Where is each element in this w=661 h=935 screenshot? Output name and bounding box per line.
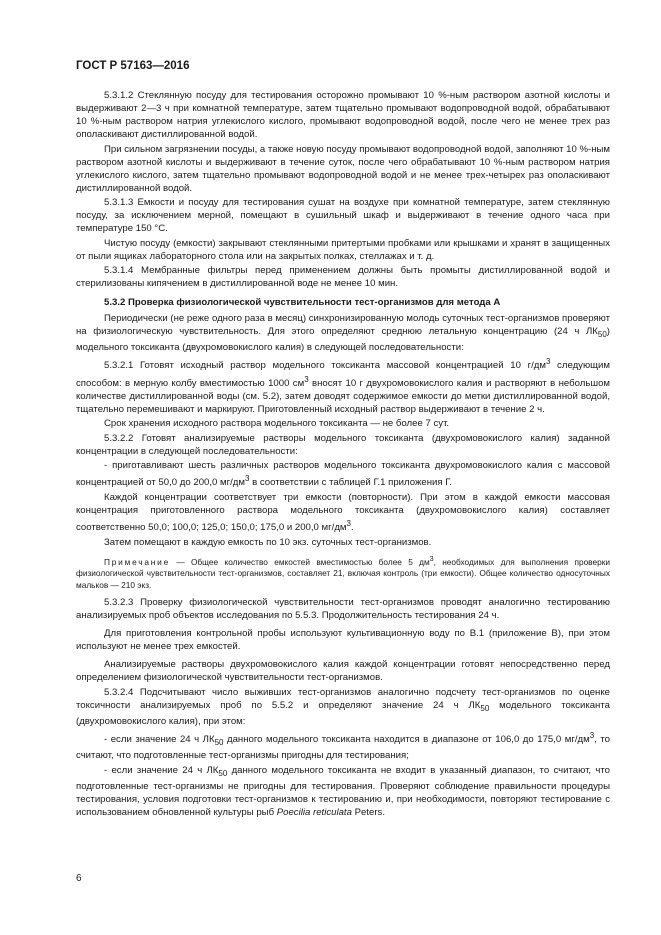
paragraph-5-3-2-4 — [76, 686, 610, 728]
text-fragment: , то считают, что подготовленные тест-организмы пригодны для тестирования; — [76, 734, 610, 762]
paragraph-storage-term: Срок хранения исходного раствора модельного токсиканта — не более 7 сут. — [104, 418, 450, 430]
paragraph-place-organisms: Затем помещают в каждую емкость по 10 экз. суточных тест-организмов. — [104, 536, 432, 548]
text-fragment: ) модельного токсиканта (двухромовокислого калия) в следующей последовательности: — [76, 326, 610, 353]
paragraph-each-concentration — [76, 491, 610, 534]
text-fragment: модельного токсиканта (двухромовокислого калия), при этом: — [76, 699, 610, 727]
text-fragment: 5.3.2.1 Готовят исходный раствор модельного токсиканта массовой концентрацией 10 г/дм — [104, 360, 546, 372]
text-fragment: - приготавливают шесть различных растворов модельного токсиканта двухромовокислого калия с массовой концентрацией от 50,0 до 200,0 мг/дм — [76, 460, 610, 489]
superscript-3: 3 — [545, 357, 551, 367]
document-body — [76, 89, 610, 820]
list-item-in-range — [76, 729, 610, 762]
text-fragment: данного модельного токсиканта не входит в указанный диапазон, то считают, что подготовленные тест-организмы не пригодны для тестирования. Проверяют соблюдение правильности процедуры тестирования, условия подготовки тест-организмов к тестированию и, при необходимости, повторяют тестирование с использованием обновленной культуры рыб — [76, 764, 610, 818]
section-heading-5-3-2: 5.3.2 Проверка физиологической чувствительности тест-организмов для метода А — [104, 297, 501, 308]
superscript-3: 3 — [589, 731, 595, 741]
text-fragment: в соответствии с таблицей Г.1 приложения Г. — [249, 477, 452, 489]
text-fragment: Каждой концентрации соответствует три емкости (повторности). При этом в каждой емкости массовая концентрация приготовленного раствора модельного токсиканта (двухромовокислого калия) составляет соответственно 50,0; 100,0; 125,0; 150,0; 175,0 и 200,0 мг/дм — [76, 491, 610, 534]
page-number: 6 — [76, 873, 82, 884]
text-fragment: 5.3.2.4 Подсчитывают число выживших тест-организмов аналогично подсчету тест-организмов по оценке токсичности анализируемых проб по 5.5.2 и определяют значение 24 ч ЛК — [76, 686, 610, 711]
paragraph-control-sample: Для приготовления контрольной пробы используют культивационную воду по В.1 (приложение В), при этом используют не менее трех емкостей. — [76, 628, 610, 653]
paragraph-5-3-1-4: 5.3.1.4 Мембранные фильтры перед применением должны быть промыты дистиллированной водой и стерилизованы кипячением в дистиллированной воде не менее 10 мин. — [76, 265, 610, 289]
paragraph-5-3-1-3: 5.3.1.3 Емкости и посуду для тестирования сушат на воздухе при комнатной температуре, затем стеклянную посуду, за исключением мерной, помещают в сушильный шкаф и выдерживают в течение одного часа при температуре 150 °С. — [76, 197, 610, 234]
document-header: ГОСТ Р 57163—2016 — [76, 60, 190, 72]
text-fragment: Peters. — [351, 806, 385, 818]
superscript-3: 3 — [346, 518, 351, 528]
text-fragment: следующим способом: в мерную колбу вместимостью 1000 см — [76, 360, 611, 389]
subscript-50: 50 — [597, 329, 607, 339]
subscript-50: 50 — [480, 703, 490, 713]
text-fragment: . — [350, 522, 354, 534]
text-fragment: Периодически (не реже одного раза в месяц) синхронизированную молодь суточных тест-организмов проверяют на физиологическую чувствительность. Для этого определяют среднюю летальную концентрацию (24 ч ЛК — [76, 313, 610, 337]
paragraph-5-3-2-2: 5.3.2.2 Готовят анализируемые растворы модельного токсиканта (двухромовокислого калия) заданной концентрации в следующей последовательности: — [76, 432, 610, 457]
note-label: Примечание — [104, 556, 171, 567]
text-fragment: , необходимых для выполнения проверки физиологической чувствительности тест-организмов, составляет 21, включая контроль (три емкости). Общее количество односуточных мальков — 210 экз. — [76, 556, 610, 591]
subscript-50: 50 — [218, 768, 228, 778]
text-fragment: - если значение 24 ч ЛК — [104, 764, 219, 776]
superscript-3: 3 — [245, 474, 250, 484]
text-fragment: вносят 10 г двухромовокислого калия и растворяют в небольшом количестве дистиллированной воды (см. 5.2), затем доводят содержимое емкости до метки дистиллированной водой, тщательно перемешивают и маркируют. Приготовленный исходный раствор выдерживают в течение 2 ч. — [76, 377, 611, 415]
paragraph-5-3-1-2: 5.3.1.2 Стеклянную посуду для тестирования осторожно промывают 10 %-ным раствором азотной кислоты и выдерживают 2—3 ч при комнатной температуре, затем тщательно промывают водопроводной водой, обрабатывают 10 %-ным раствором натрия углекислого кислого, промывают водопроводной водой, после чего не менее трех раз ополаскивают дистиллированной водой. — [76, 90, 610, 140]
paragraph-periodic-check — [76, 312, 610, 354]
list-item-out-of-range — [76, 764, 610, 819]
note-block — [76, 554, 610, 592]
paragraph-heavy-contamination: При сильном загрязнении посуды, а также новую посуду промывают водопроводной водой, заполняют 10 %-ным раствором азотной кислоты и выдерживают в течение суток, после чего обрабатывают 10 %-ным раствором натрия углекислого кислого, затем тщательно промывают водопроводной водой и не менее трех-четырех раз ополаскивают дистиллированной водой. — [76, 143, 610, 194]
paragraph-5-3-2-1 — [76, 355, 610, 415]
superscript-3: 3 — [304, 374, 309, 384]
text-fragment: - если значение 24 ч ЛК — [104, 734, 215, 746]
paragraph-5-3-2-3: 5.3.2.3 Проверку физиологической чувствительности тест-организмов проводят аналогично тестированию анализируемых проб объектов исследования по 5.5.3. Продолжительность тестирования 24 ч. — [76, 597, 610, 622]
paragraph-analyzed-solutions: Анализируемые растворы двухромовокислого калия каждой концентрации готовят непосредственно перед определением физиологической чувствительности тест-организмов. — [76, 659, 610, 684]
list-item-six-solutions — [76, 459, 610, 489]
superscript-3: 3 — [429, 555, 434, 563]
paragraph-clean-storage: Чистую посуду (емкости) закрывают стеклянными притертыми пробками или крышками и хранят в защищенных от пыли ящиках лабораторного стола или на закрытых полках, стеллажах и т. д. — [76, 237, 610, 262]
text-fragment: — Общее количество емкостей вместимостью более 5 дм — [170, 556, 430, 567]
subscript-50: 50 — [214, 738, 224, 748]
text-fragment: данного модельного токсиканта находится в диапазоне от 106,0 до 175,0 мг/дм — [223, 734, 590, 746]
species-name: Poecilia reticulata — [276, 806, 352, 818]
